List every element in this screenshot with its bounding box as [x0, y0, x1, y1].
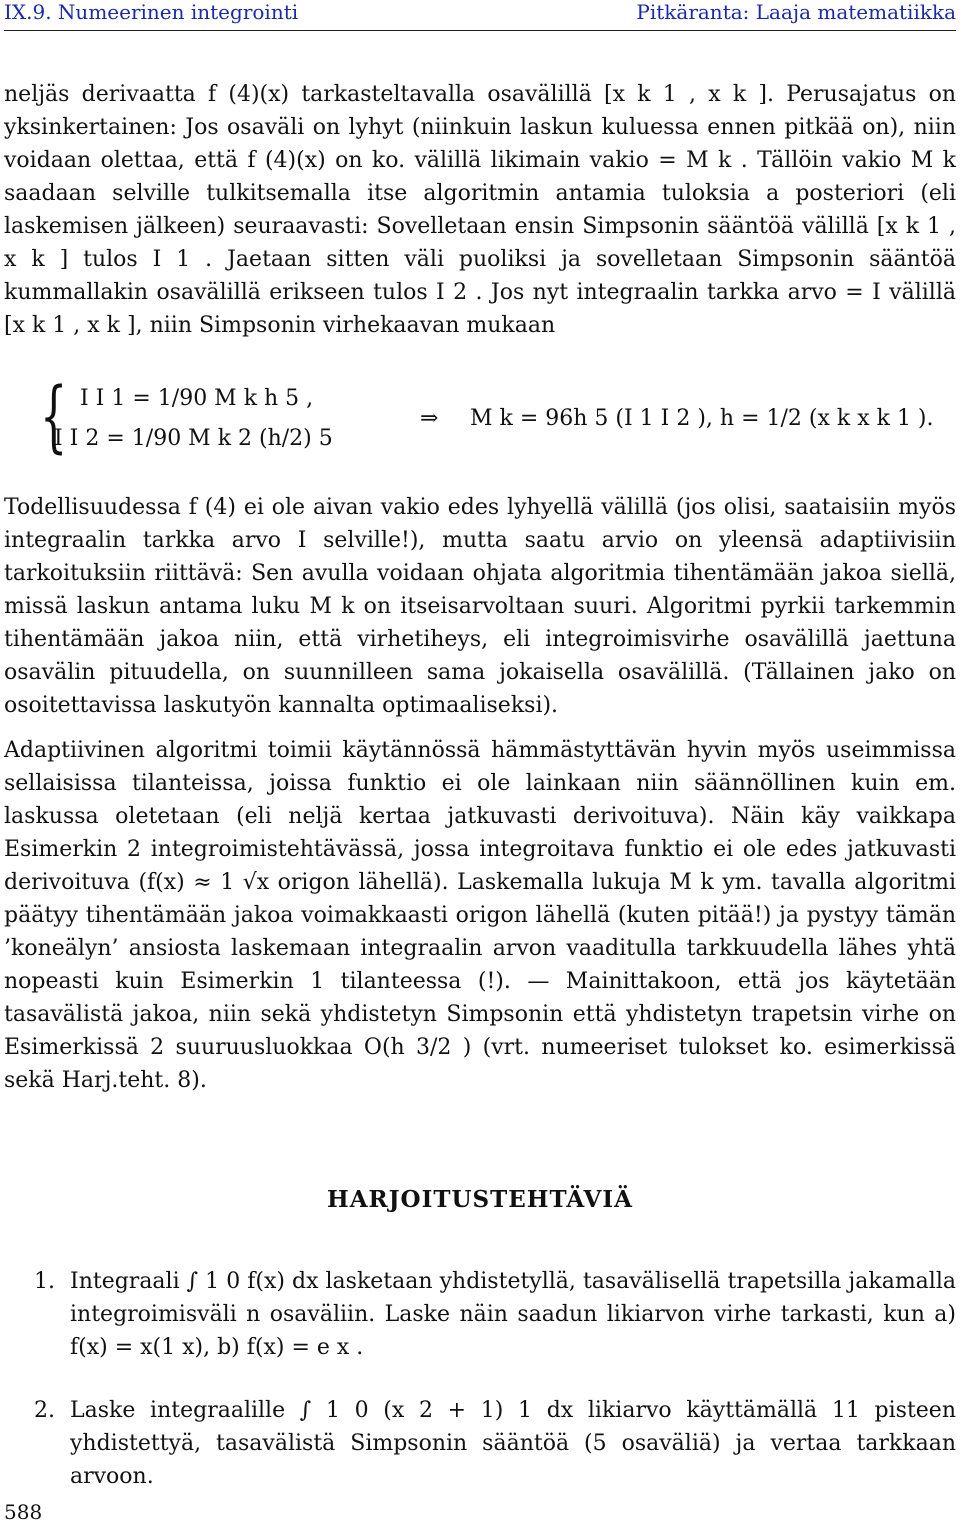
exercise-number: 2.	[34, 1398, 55, 1423]
paragraph-2: Todellisuudessa f (4) ei ole aivan vakio edes lyhyellä välillä (jos olisi, saataisiin myös integraalin tarkka arvo I selville!), mutta saatu arvio on yleensä adaptiivisiin tarkoituksiin riittävä: Sen avulla voidaan ohjata algoritmia tihentämään jakoa siellä, missä laskun antama luku M k on itseisarvoltaan suuri. Algoritmi pyrkii tarkemmin tihentämään jakoa niin, että virhetiheys, eli integroimisvirhe osavälillä jaettuna osavälin pituudella, on suunnilleen sama jokaisella osavälillä. (Tällainen jako on osoitettavissa laskutyön kannalta optimaaliseksi).	[4, 495, 956, 718]
display-equation	[40, 372, 940, 470]
page-number: 588	[4, 1500, 43, 1524]
paragraph-3: Adaptiivinen algoritmi toimii käytännössä hämmästyttävän hyvin myös useimmissa sellaisissa tilanteissa, joissa funktio ei ole lainkaan niin säännöllinen kuin em. laskussa oletetaan (eli neljä kertaa jatkuvasti derivoituva). Näin käy vaikkapa Esimerkin 2 integroimistehtävässä, jossa integroitava funktio ei ole edes jatkuvasti derivoituva (f(x) ≈ 1 √x origon lähellä). Laskemalla lukuja M k ym. tavalla algoritmi päätyy tihentämään jakoa voimakkaasti origon lähellä (kuten pitää!) ja pystyy tämän ’koneälyn’ ansiosta laskemaan integraalin arvon vaaditulla tarkkuudella lähes yhtä nopeasti kuin Esimerkin 1 tilanteessa (!). — Mainittakoon, että jos käytetään tasavälistä jakoa, niin sekä yhdistetyn Simpsonin että yhdistetyn trapetsin virhe on Esimerkissä 2 suuruusluokkaa O(h 3/2 ) (vrt. numeeriset tulokset ko. esimerkissä sekä Harj.teht. 8).	[4, 738, 956, 1093]
paragraph-1: neljäs derivaatta f (4)(x) tarkasteltavalla osavälillä [x k 1 , x k ]. Perusajatus on yksinkertainen: Jos osaväli on lyhyt (niinkuin laskun kuluessa ennen pitkää on), niin voidaan olettaa, että f (4)(x) on ko. välillä likimain vakio = M k . Tällöin vakio M k saadaan selville tulkitsemalla itse algoritmin antamia tuloksia a posteriori (eli laskemisen jälkeen) seuraavasti: Sovelletaan ensin Simpsonin sääntöä välillä [x k 1 , x k ] tulos I 1 . Jaetaan sitten väli puoliksi ja sovelletaan Simpsonin sääntöä kummallakin osavälillä erikseen tulos I 2 . Jos nyt integraalin tarkka arvo = I välillä [x k 1 , x k ], niin Simpsonin virhekaavan mukaan	[4, 82, 956, 338]
header-book-title: Pitkäranta: Laaja matematiikka	[636, 0, 956, 24]
exercise-number: 1.	[34, 1269, 55, 1294]
running-header	[0, 0, 960, 24]
equation-result: M k = 96h 5 (I 1 I 2 ), h = 1/2 (x k x k 1 ).	[470, 406, 934, 431]
exercise-2	[34, 1394, 956, 1493]
header-rule	[4, 30, 956, 31]
header-section-title: IX.9. Numeerinen integrointi	[4, 0, 299, 24]
exercises-heading: HARJOITUSTEHTÄVIÄ	[326, 1186, 633, 1213]
exercise-text: Laske integraalille ∫ 1 0 (x 2 + 1) 1 dx likiarvo käyttämällä 11 pisteen yhdistettyä, tasavälistä Simpsonin sääntöä (5 osaväliä) ja vertaa tarkkaan arvoon.	[70, 1398, 956, 1489]
implies-symbol: ⇒	[420, 406, 439, 431]
equation-1: I I 1 = 1/90 M k h 5 ,	[80, 386, 314, 411]
left-brace: {	[40, 372, 68, 462]
exercise-1	[34, 1265, 956, 1364]
equation-2: I I 2 = 1/90 M k 2 (h/2) 5	[54, 426, 333, 451]
exercise-text: Integraali ∫ 1 0 f(x) dx lasketaan yhdistetyllä, tasavälisellä trapetsilla jakamalla integroimisväli n osaväliin. Laske näin saadun likiarvon virhe tarkasti, kun a) f(x) = x(1 x), b) f(x) = e x .	[70, 1269, 956, 1360]
